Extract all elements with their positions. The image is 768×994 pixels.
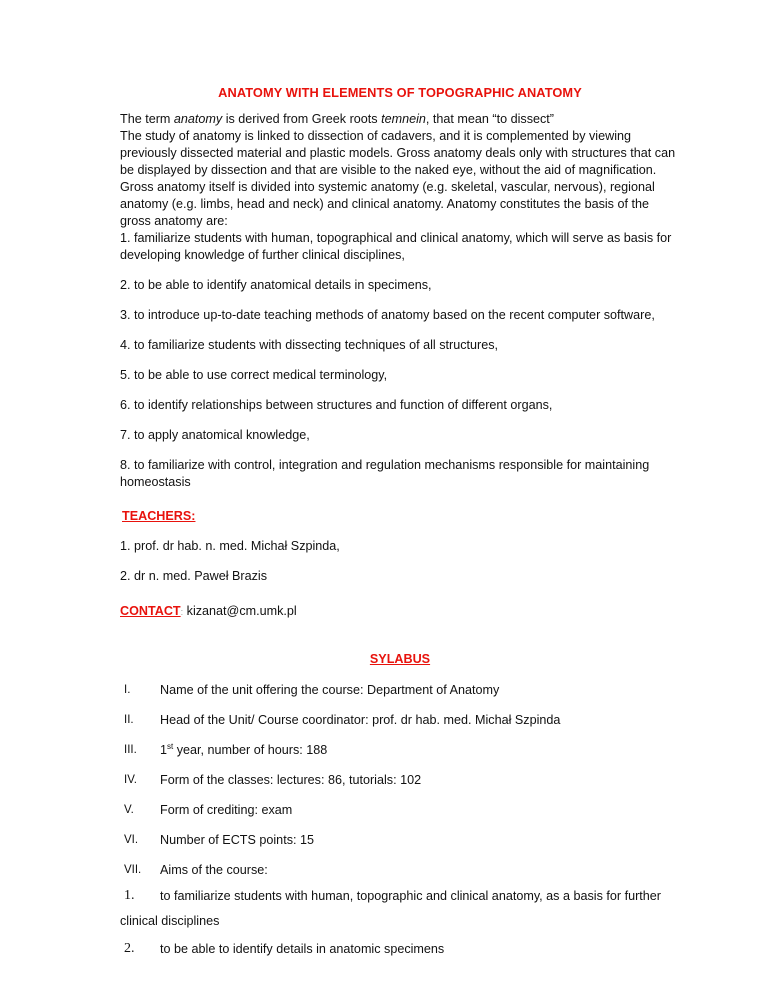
document-page — [120, 84, 680, 958]
intro-body: The study of anatomy is linked to dissection of cadavers, and it is complemented by viewing previously dissected material and plastic models. Gross anatomy deals only with structures that can be displayed by dissection and that are visible to the naked eye, without the aid of magnification. Gross anatomy itself is divided into systemic anatomy (e.g. skeletal, vascular, nervous), regional anatomy (e.g. limbs, head and neck) and clinical anatomy. Anatomy constitutes the basis of the gross anatomy are: — [120, 129, 676, 228]
syllabus-row-text: Number of ECTS points: 15 — [160, 833, 314, 847]
syllabus-row — [120, 862, 680, 879]
syllabus-heading — [120, 651, 680, 668]
intro-first-line — [120, 111, 680, 128]
course-aim-text: to be able to identify details in anatomic specimens — [160, 942, 445, 956]
syllabus-row-text: Form of the classes: lectures: 86, tutorials: 102 — [160, 773, 422, 787]
syllabus-row-text: Aims of the course: — [160, 863, 268, 877]
syllabus-row-number: V. — [124, 804, 134, 816]
aim-item: 4. to familiarize students with dissecting techniques of all structures, — [120, 338, 498, 352]
aim-item: 5. to be able to use correct medical terminology, — [120, 368, 388, 382]
contact-email[interactable]: kizanat@cm.umk.pl — [186, 604, 297, 618]
syllabus-row-text: Head of the Unit/ Course coordinator: prof. dr hab. med. Michał Szpinda — [160, 713, 561, 727]
syllabus-row-number: IV. — [124, 774, 138, 786]
course-aim-item — [120, 888, 680, 905]
aim-item: 2. to be able to identify anatomical details in specimens, — [120, 278, 432, 292]
term-anatomy: anatomy — [173, 112, 223, 126]
teachers-heading-text: TEACHERS: — [122, 509, 196, 523]
intro-aim-1: 1. familiarize students with human, topographical and clinical anatomy, which will serve as basis for developing knowledge of further clinical disciplines, — [120, 231, 672, 262]
contact-label: CONTACT — [120, 604, 181, 618]
year-number: 1 — [160, 743, 168, 757]
syllabus-row — [120, 712, 680, 729]
intro-text: The term — [120, 112, 174, 126]
syllabus-row-number: II. — [124, 714, 134, 726]
syllabus-row-number: I. — [124, 684, 131, 696]
teachers-heading — [120, 508, 680, 525]
syllabus-row — [120, 802, 680, 819]
course-aim-number: 2. — [124, 941, 135, 956]
syllabus-row-text: Name of the unit offering the course: Department of Anatomy — [160, 683, 500, 697]
syllabus-row-number: VI. — [124, 834, 139, 846]
aim-item: 6. to identify relationships between structures and function of different organs, — [120, 398, 553, 412]
course-aim-item — [120, 941, 680, 958]
aim-item: 3. to introduce up-to-date teaching methods of anatomy based on the recent computer software, — [120, 308, 655, 322]
intro-text: is derived from Greek roots — [222, 112, 382, 126]
contact-row — [120, 603, 680, 621]
term-temnein: temnein — [381, 112, 426, 126]
syllabus-row-number: III. — [124, 744, 137, 756]
syllabus-heading-text: SYLABUS — [369, 652, 431, 666]
year-ordinal: st — [167, 742, 174, 751]
syllabus-row — [120, 742, 680, 759]
syllabus-row — [120, 682, 680, 699]
syllabus-row-text: Form of crediting: exam — [160, 803, 293, 817]
aim-item: 7. to apply anatomical knowledge, — [120, 428, 310, 442]
syllabus-row-number: VII. — [124, 864, 142, 876]
syllabus-row — [120, 772, 680, 789]
intro-section — [120, 111, 680, 264]
contact-separator: : — [180, 607, 184, 617]
syllabus-row — [120, 832, 680, 849]
year-hours: year, number of hours: 188 — [173, 743, 328, 757]
course-aim-number: 1. — [124, 888, 135, 903]
course-aim-continuation: clinical disciplines — [120, 914, 220, 928]
document-title: ANATOMY WITH ELEMENTS OF TOPOGRAPHIC ANATOMY — [218, 85, 582, 100]
course-aim-text: to familiarize students with human, topographic and clinical anatomy, as a basis for further — [160, 889, 661, 903]
teacher-item: 2. dr n. med. Paweł Brazis — [120, 569, 267, 583]
intro-text: , that mean “to dissect” — [425, 112, 554, 126]
syllabus-row-text — [160, 742, 327, 759]
teacher-item: 1. prof. dr hab. n. med. Michał Szpinda, — [120, 539, 340, 553]
aim-item: 8. to familiarize with control, integration and regulation mechanisms responsible for maintaining homeostasis — [120, 458, 650, 489]
